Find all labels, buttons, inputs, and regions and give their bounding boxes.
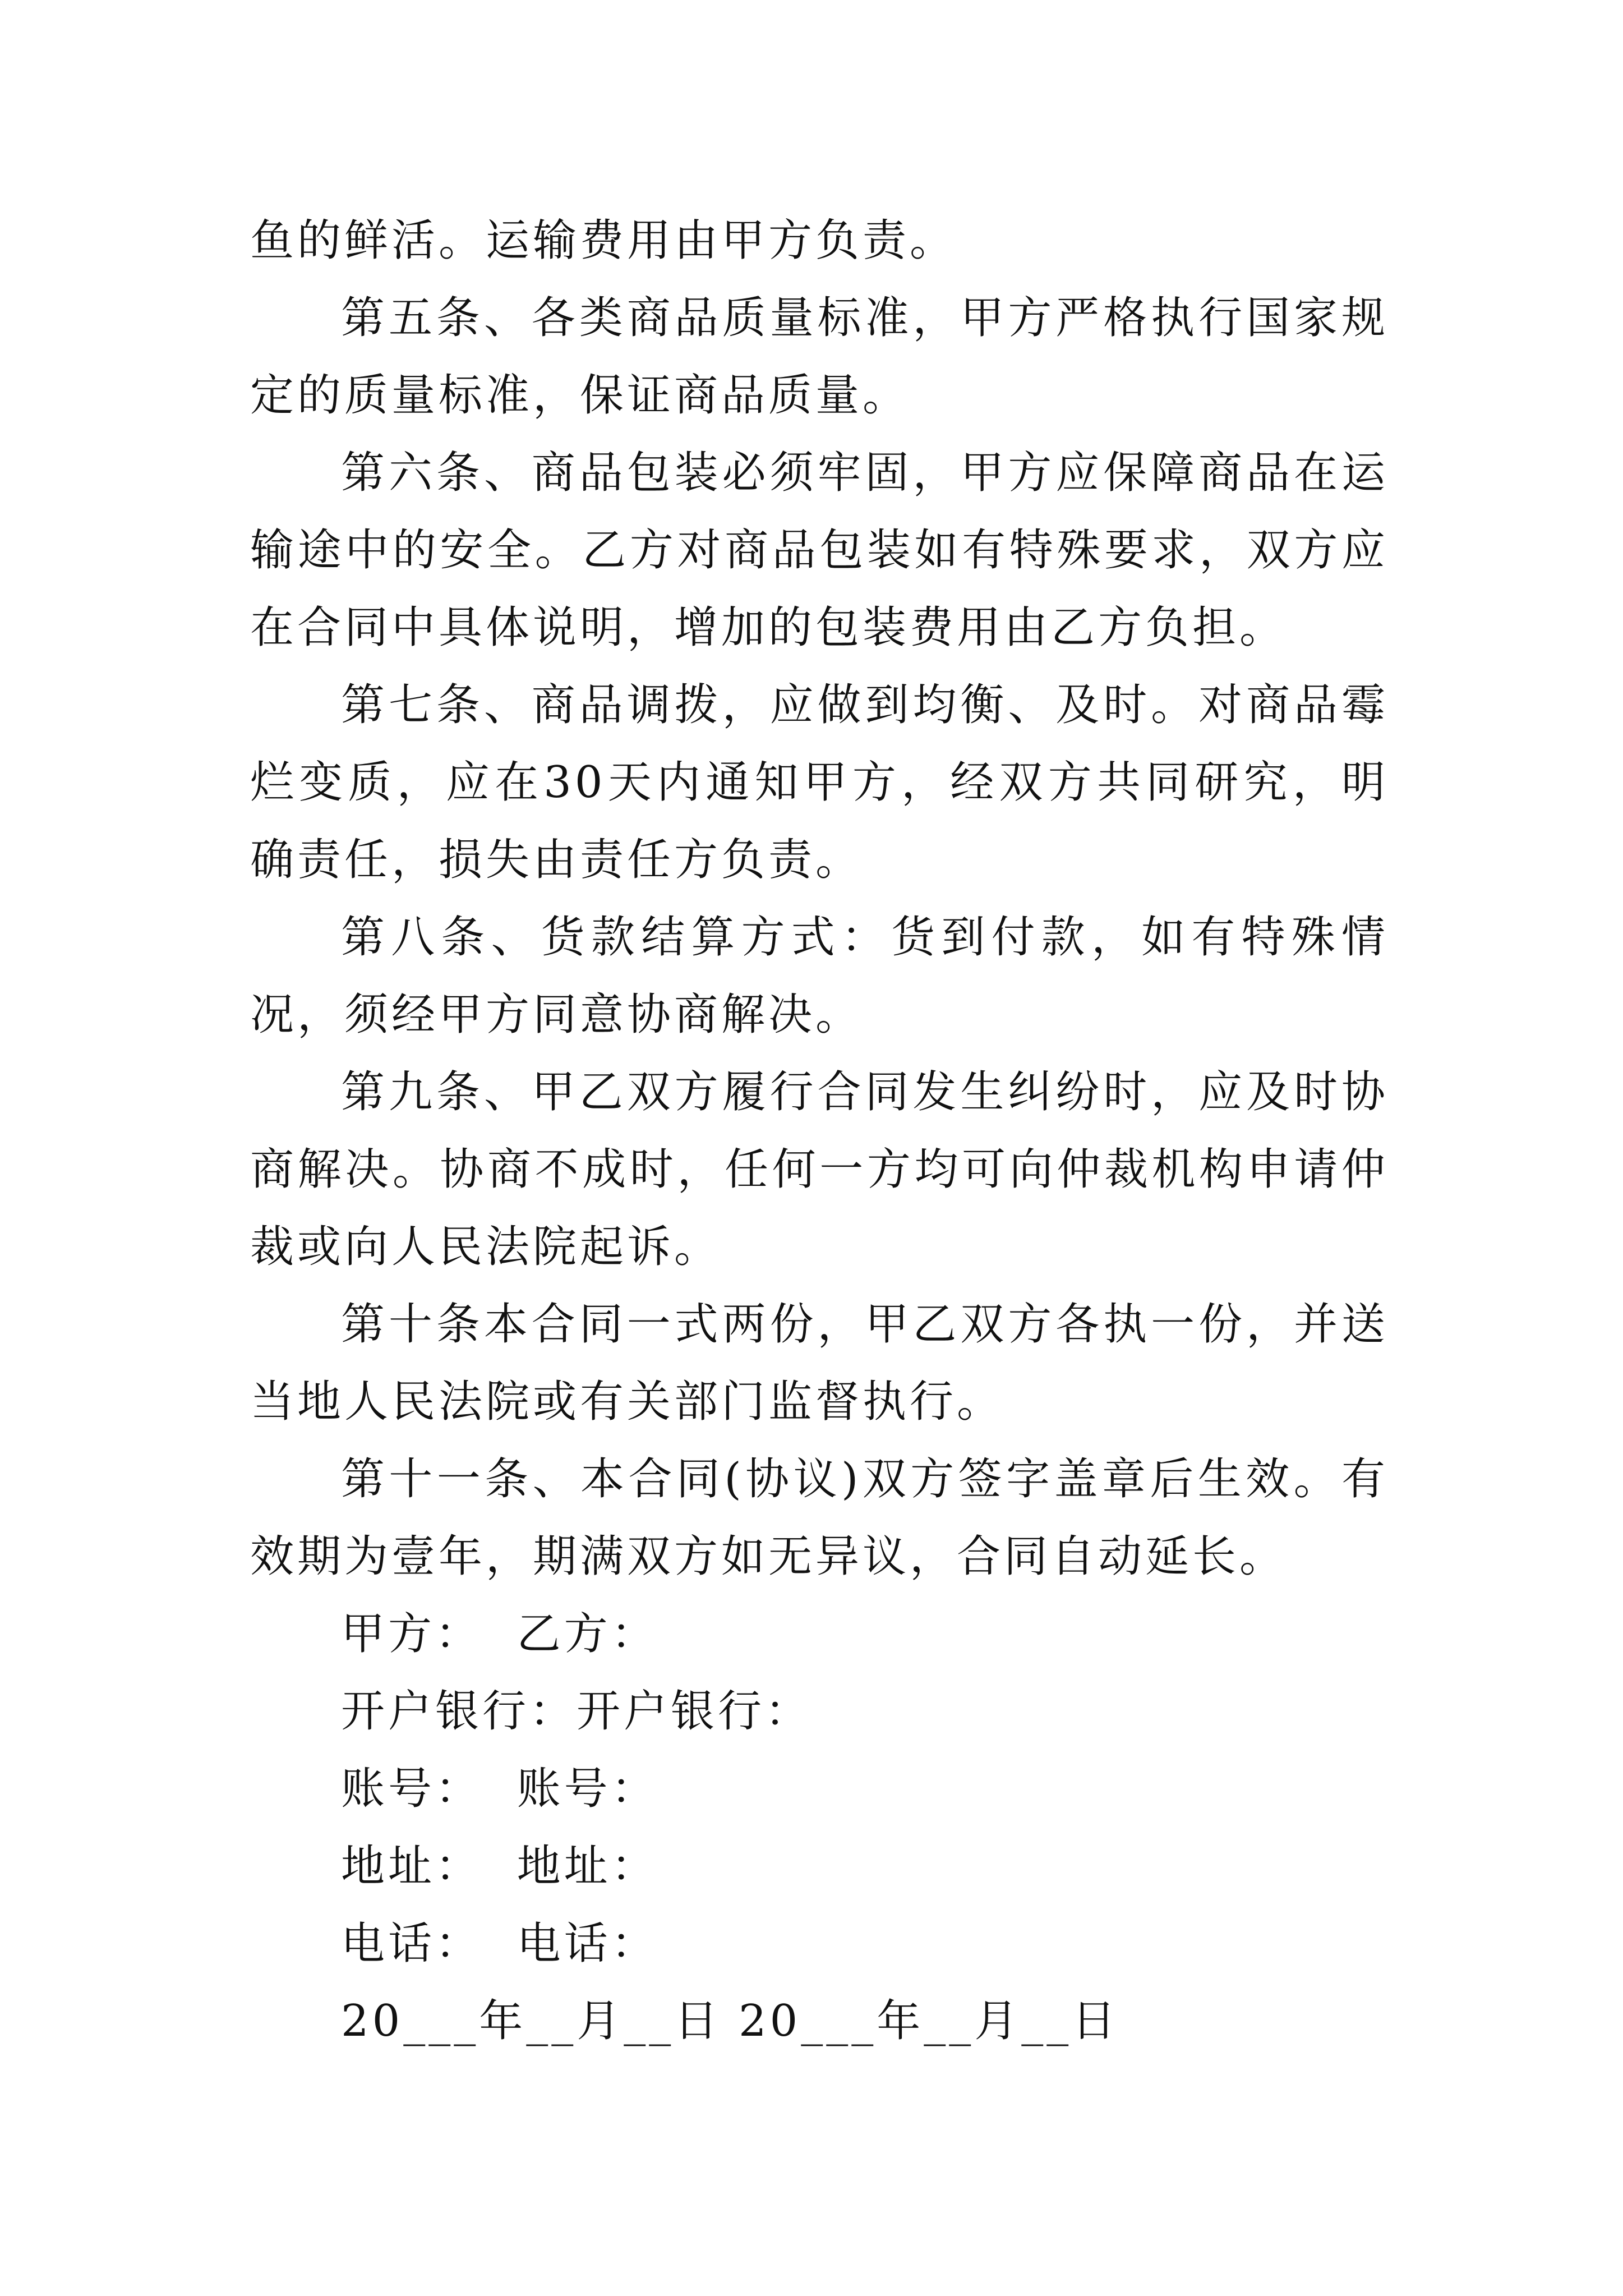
article-9: 第九条、甲乙双方履行合同发生纠纷时，应及时协商解决。协商不成时，任何一方均可向仲裁机构申请仲裁或向人民法院起诉。 bbox=[250, 1067, 1389, 1272]
phone-line: 电话： 电话： bbox=[341, 1918, 658, 1969]
article-8: 第八条、货款结算方式：货到付款，如有特殊情况，须经甲方同意协商解决。 bbox=[250, 912, 1389, 1040]
article-5: 第五条、各类商品质量标准，甲方严格执行国家规定的质量标准，保证商品质量。 bbox=[250, 293, 1389, 421]
article-6: 第六条、商品包装必须牢固，甲方应保障商品在运输途中的安全。乙方对商品包装如有特殊要求，双方应在合同中具体说明，增加的包装费用由乙方负担。 bbox=[250, 448, 1389, 653]
document-body bbox=[250, 202, 1389, 2060]
signature-block bbox=[250, 1595, 1389, 2060]
address-line: 地址： 地址： bbox=[341, 1841, 658, 1892]
account-line: 账号： 账号： bbox=[341, 1764, 658, 1814]
article-10: 第十条本合同一式两份，甲乙双方各执一份，并送当地人民法院或有关部门监督执行。 bbox=[250, 1299, 1389, 1427]
article-11: 第十一条、本合同(协议)双方签字盖章后生效。有效期为壹年，期满双方如无异议，合同自动延长。 bbox=[250, 1454, 1389, 1582]
date-line: 20___年__月__日 20___年__月__日 bbox=[341, 1996, 1119, 2046]
bank-line: 开户银行：开户银行： bbox=[341, 1686, 813, 1737]
paragraph-continuation: 鱼的鲜活。运输费用由甲方负责。 bbox=[250, 215, 957, 266]
article-7: 第七条、商品调拨，应做到均衡、及时。对商品霉烂变质，应在30天内通知甲方，经双方共同研究，明确责任，损失由责任方负责。 bbox=[250, 680, 1389, 885]
party-line: 甲方： 乙方： bbox=[341, 1609, 658, 1659]
